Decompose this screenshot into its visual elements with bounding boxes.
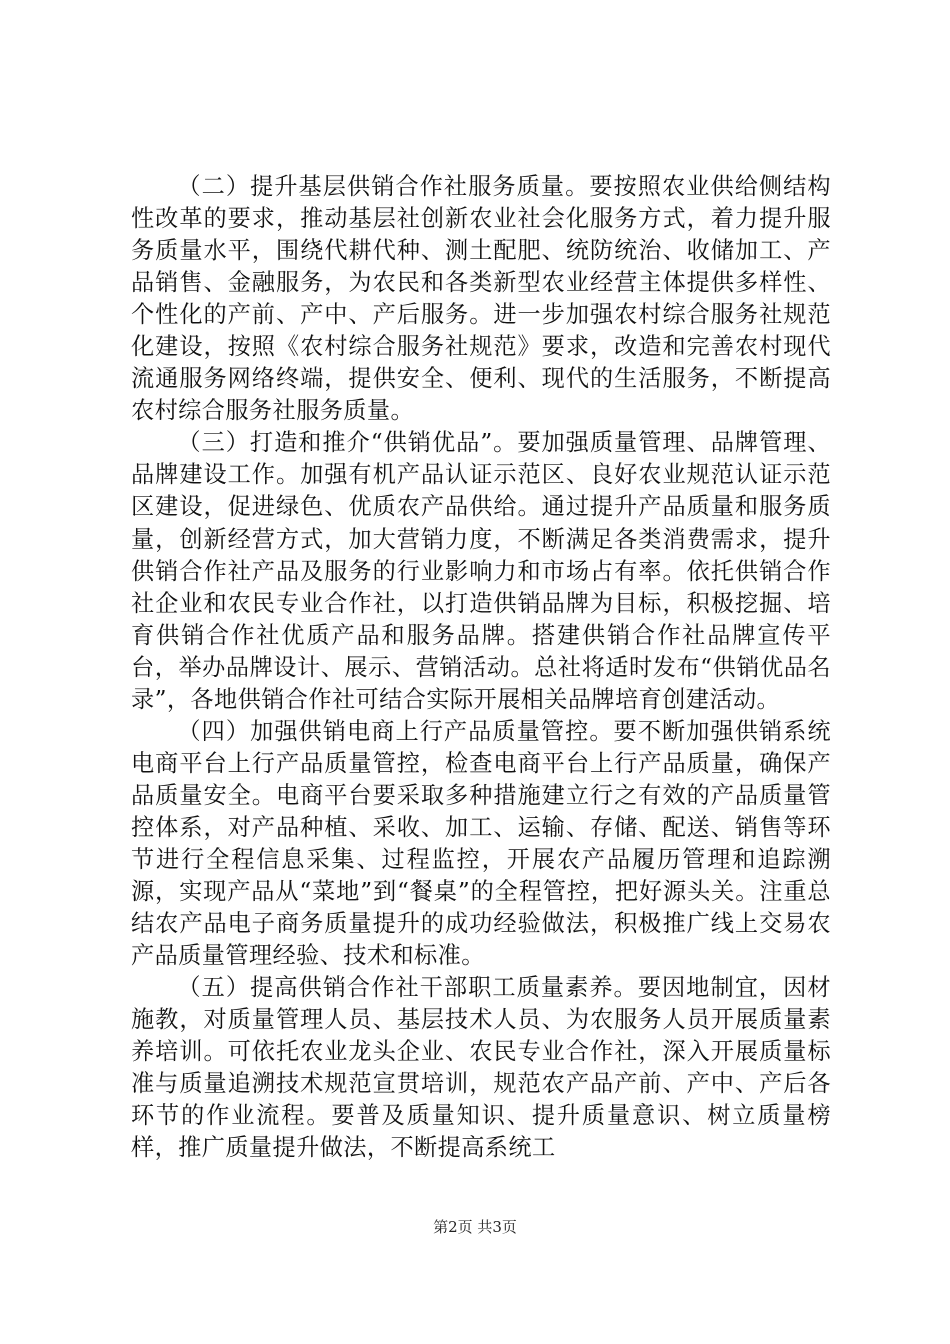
document-body [131, 171, 831, 1164]
paragraph-3: （三）打造和推介“供销优品”。要加强质量管理、品牌管理、品牌建设工作。加强有机产品认证示范区、良好农业规范认证示范区建设，促进绿色、优质农产品供给。通过提升产品质量和服务质量，创新经营方式，加大营销力度，不断满足各类消费需求，提升供销合作社产品及服务的行业影响力和市场占有率。依托供销合作社企业和农民专业合作社，以打造供销品牌为目标，积极挖掘、培育供销合作社优质产品和服务品牌。搭建供销合作社品牌宣传平台，举办品牌设计、展示、营销活动。总社将适时发布“供销优品名录”，各地供销合作社可结合实际开展相关品牌培育创建活动。 [131, 429, 831, 713]
paragraph-4: （四）加强供销电商上行产品质量管控。要不断加强供销系统电商平台上行产品质量管控，检查电商平台上行产品质量，确保产品质量安全。电商平台要采取多种措施建立行之有效的产品质量管控体系，对产品种植、采收、加工、运输、存储、配送、销售等环节进行全程信息采集、过程监控，开展农产品履历管理和追踪溯源，实现产品从“菜地”到“餐桌”的全程管控，把好源头关。注重总结农产品电子商务质量提升的成功经验做法，积极推广线上交易农产品质量管理经验、技术和标准。 [131, 717, 831, 970]
paragraph-2: （二）提升基层供销合作社服务质量。要按照农业供给侧结构性改革的要求，推动基层社创新农业社会化服务方式，着力提升服务质量水平，围绕代耕代种、测土配肥、统防统治、收储加工、产品销售、金融服务，为农民和各类新型农业经营主体提供多样性、个性化的产前、产中、产后服务。进一步加强农村综合服务社规范化建设，按照《农村综合服务社规范》要求，改造和完善农村现代流通服务网络终端，提供安全、便利、现代的生活服务，不断提高农村综合服务社服务质量。 [131, 173, 831, 425]
page-number-footer: 第2页 共3页 [433, 1218, 517, 1236]
paragraph-5: （五）提高供销合作社干部职工质量素养。要因地制宜，因材施教，对质量管理人员、基层技术人员、为农服务人员开展质量素养培训。可依托农业龙头企业、农民专业合作社，深入开展质量标准与质量追溯技术规范宣贯培训，规范农产品产前、产中、产后各环节的作业流程。要普及质量知识、提升质量意识、树立质量榜样，推广质量提升做法，不断提高系统工 [131, 974, 831, 1162]
